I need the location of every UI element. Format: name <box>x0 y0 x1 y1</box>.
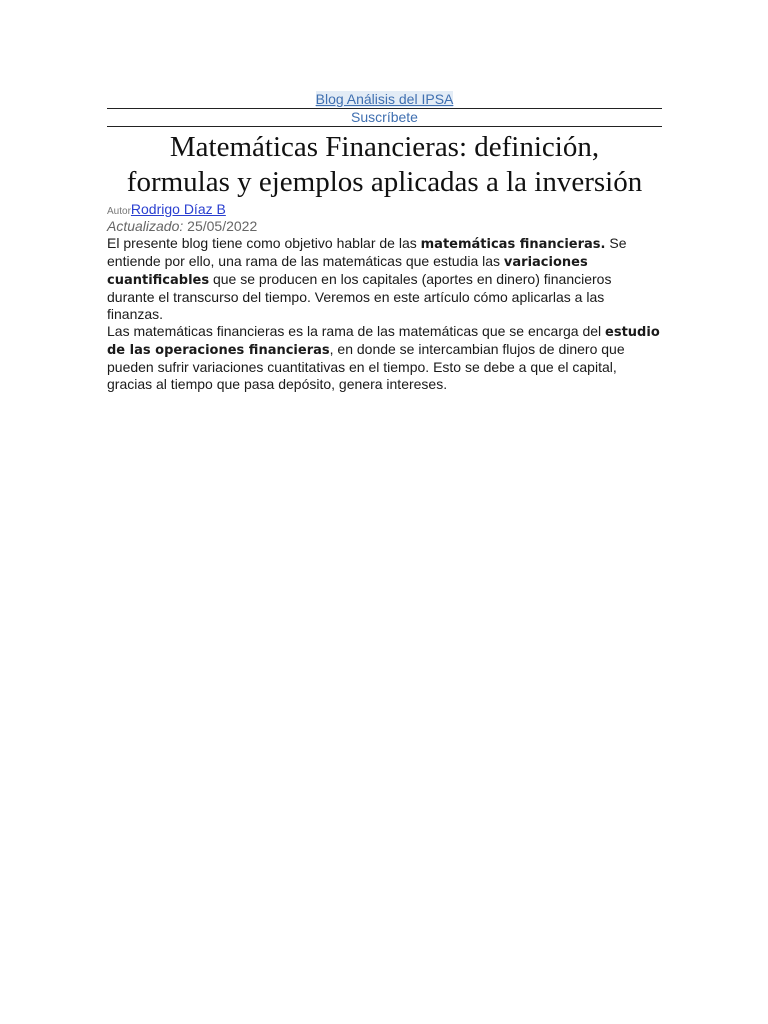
article-title <box>107 130 662 200</box>
blog-home-link[interactable]: Blog Análisis del IPSA <box>315 91 454 107</box>
paragraph-2-text: , en donde se intercambian flujos de dinero que pueden sufrir variaciones cuantitativas en el tiempo. Esto se debe a que el capital, gracias al tiempo que pasa depósito, genera intereses. <box>107 341 625 392</box>
paragraph-2-text: Las matemáticas financieras es la rama de las matemáticas que se encarga del <box>107 323 606 339</box>
paragraph-1-text: Se entiende por ello, una rama de las matemáticas que estudia las <box>107 235 627 269</box>
paragraph-1-bold: matemáticas financieras. <box>420 237 606 252</box>
subscribe-link[interactable]: Suscríbete <box>351 109 418 125</box>
author-link[interactable]: Rodrigo Díaz B <box>130 201 226 217</box>
updated-line <box>107 218 662 235</box>
paragraph-1-text: El presente blog tiene como objetivo hablar de las <box>107 235 421 251</box>
title-line-1: Matemáticas Financieras: definición, <box>169 131 600 163</box>
paragraph-2-bold: estudio de las operaciones financieras <box>107 325 660 358</box>
author-label: Autor <box>107 206 131 217</box>
article-page <box>107 91 662 393</box>
updated-label: Actualizado: <box>107 218 184 234</box>
blog-link-row <box>107 91 662 108</box>
paragraph-2 <box>107 323 662 393</box>
updated-date: 25/05/2022 <box>187 218 258 234</box>
author-line <box>107 201 662 218</box>
paragraph-1 <box>107 235 662 323</box>
paragraph-1-text: que se producen en los capitales (aportes en dinero) financieros durante el transcurso del tiempo. Veremos en este artículo cómo aplicarlas a las finanzas. <box>107 271 612 322</box>
header-divider <box>107 126 662 127</box>
paragraph-1-bold: variaciones cuantificables <box>107 255 588 288</box>
title-line-2: formulas y ejemplos aplicadas a la inversión <box>126 166 643 198</box>
